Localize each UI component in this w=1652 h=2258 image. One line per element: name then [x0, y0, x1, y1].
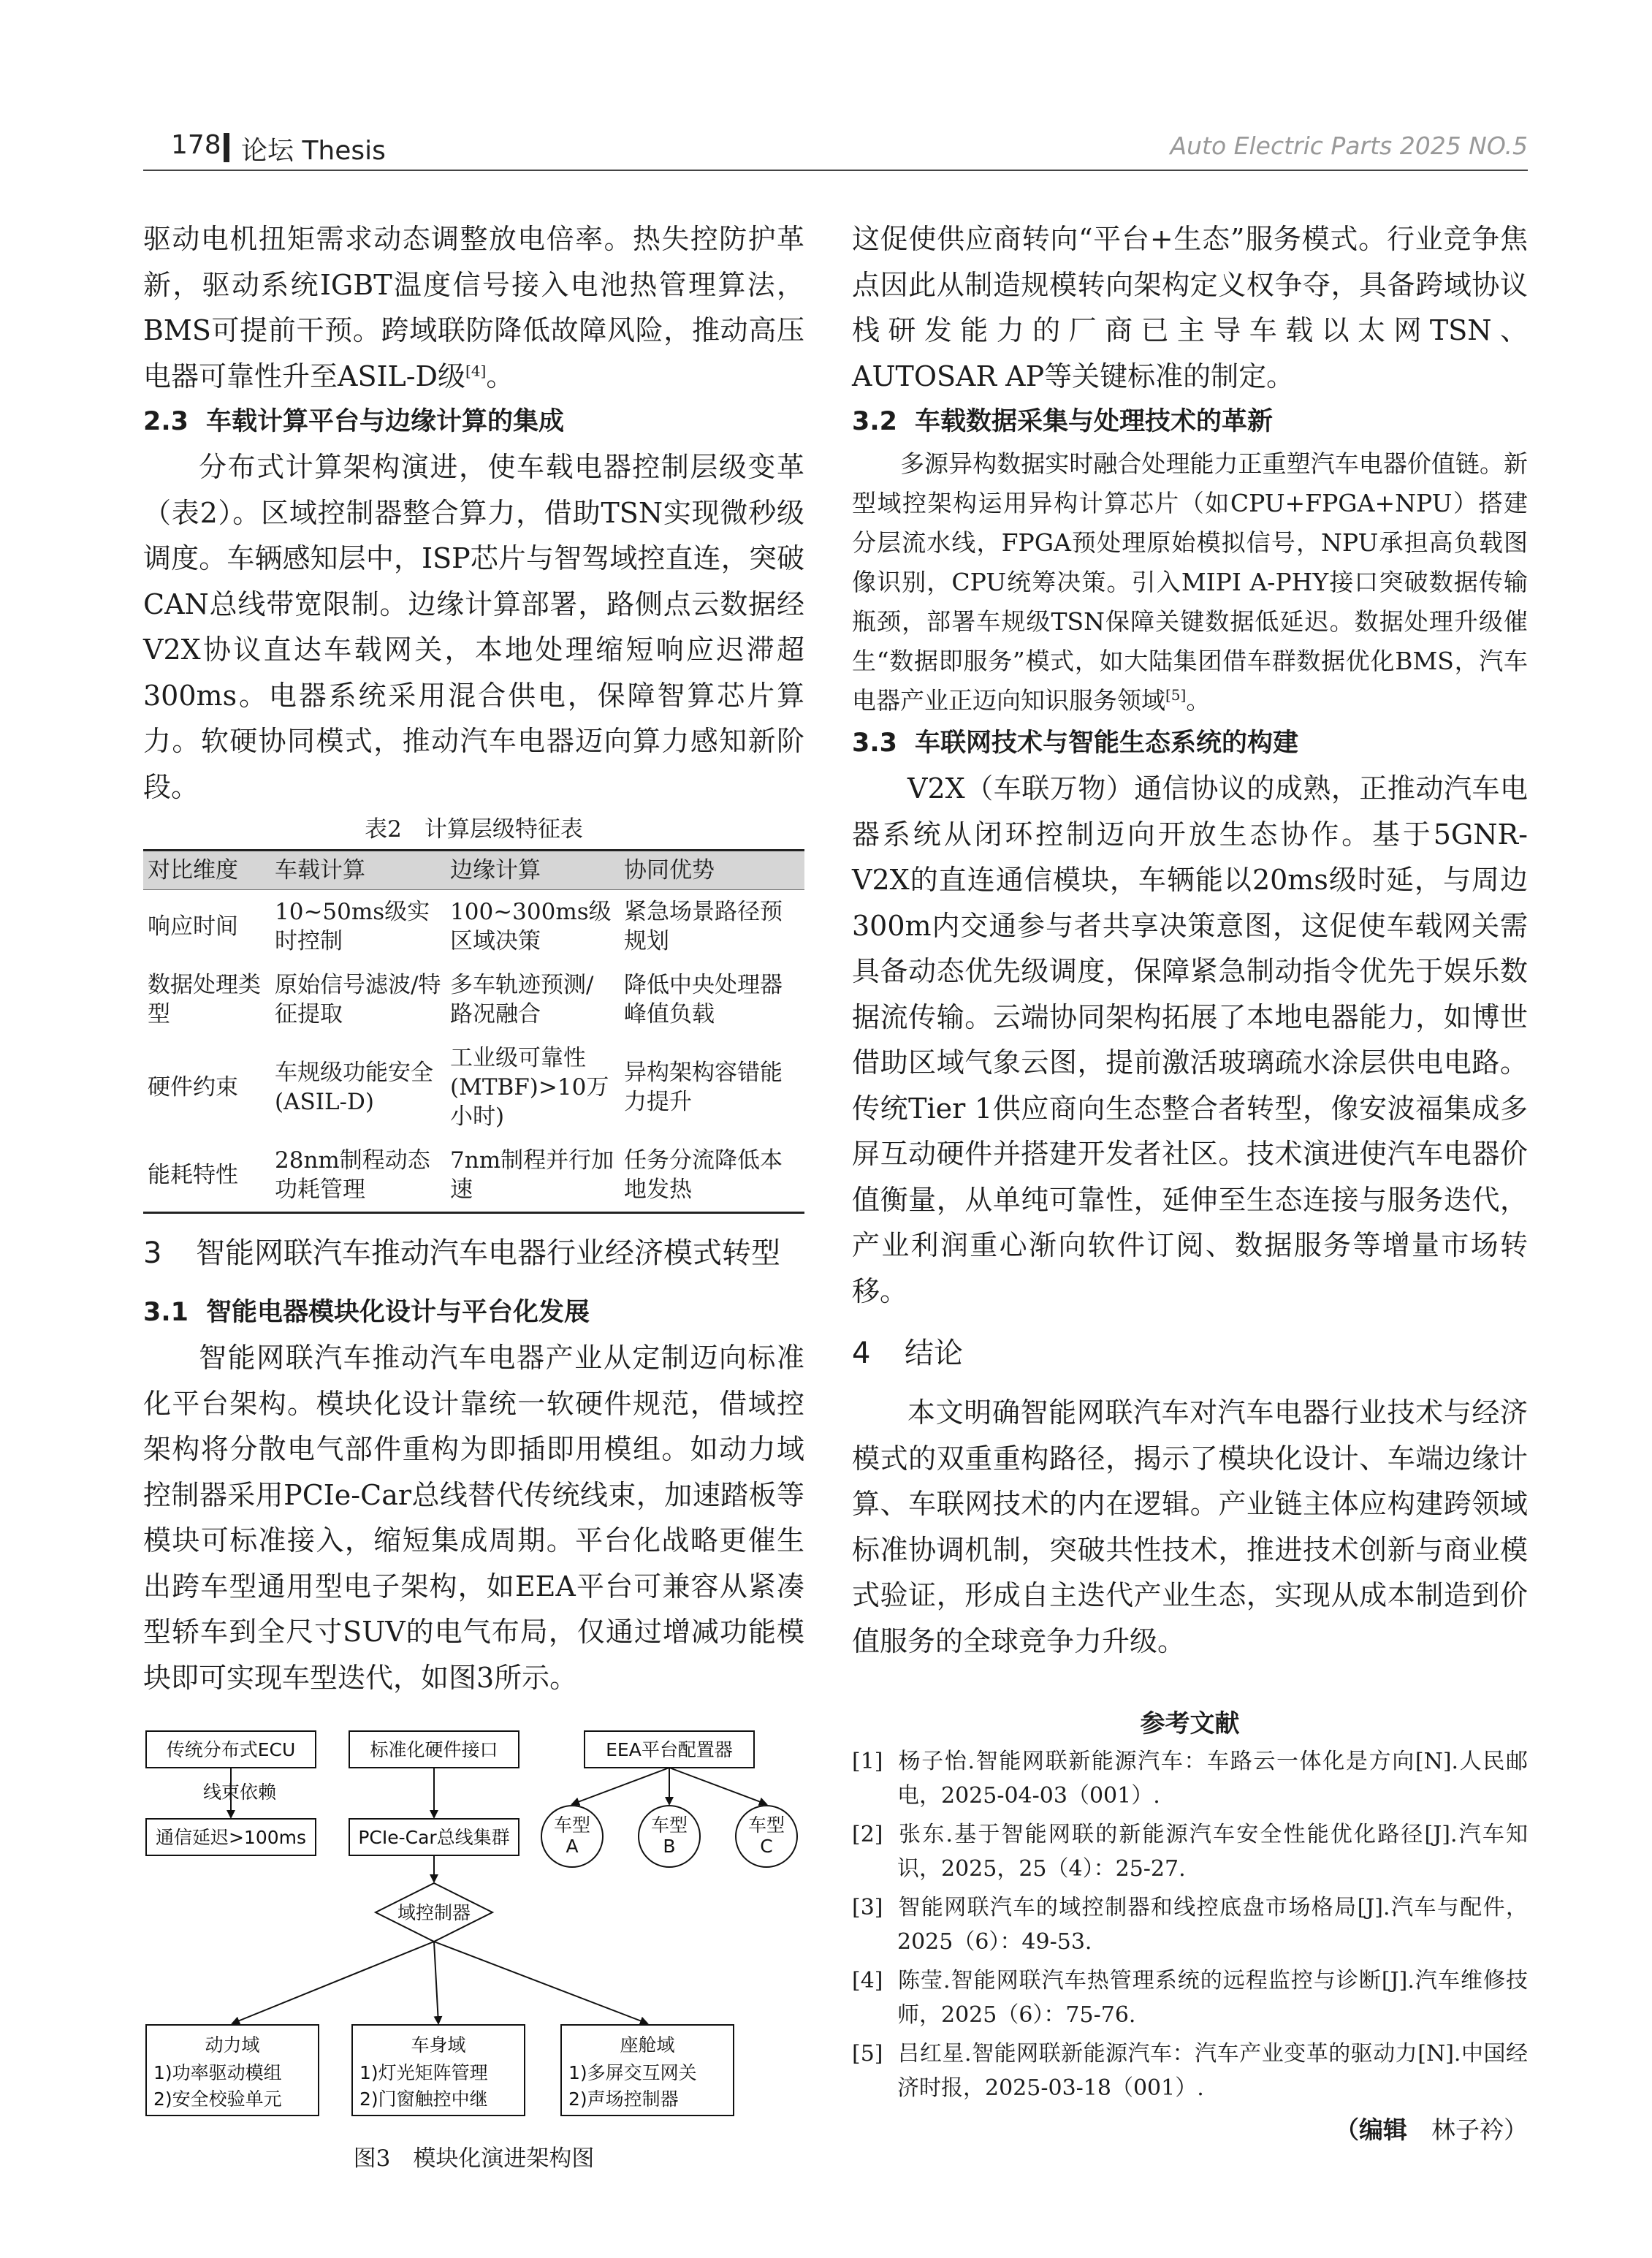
table-cell: 响应时间 — [148, 913, 238, 940]
ecu-label: 传统分布式ECU — [166, 1739, 296, 1760]
compute-level-table — [143, 849, 804, 1214]
delay-label: 通信延迟>100ms — [155, 1827, 307, 1848]
reference-number: [5] — [852, 2041, 883, 2067]
paragraph-conclusion: 本文明确智能网联汽车对汽车电器行业技术与经济模式的双重重构路径，揭示了模块化设计、车端边缘计算、车联网技术的内在逻辑。产业链主体应构建跨领域标准协调机制，突破共性技术，推进技术创新与商业模式验证，形成自主迭代产业生态，实现从成本制造到价值服务的全球竞争力升级。 — [852, 1396, 1528, 1657]
section-heading-3-3 — [852, 721, 1528, 766]
section-heading-3-2 — [852, 399, 1528, 444]
bus-label: PCIe-Car总线集群 — [358, 1827, 510, 1848]
table-cell: 28nm制程动态功耗管理 — [270, 1138, 446, 1213]
reference-text: 吕红星.智能网联新能源汽车：汽车产业变革的驱动力[N].中国经济时报，2025-03-18（001）. — [897, 2041, 1528, 2101]
table-header-cell: 车载计算 — [270, 851, 446, 890]
table-cell: 硬件约束 — [148, 1074, 238, 1101]
wiring-dependency-label: 线束依赖 — [202, 1782, 277, 1803]
reference-text: 陈莹.智能网联汽车热管理系统的远程监控与诊断[J].汽车维修技师，2025（6）：75-76. — [897, 1968, 1528, 2028]
cabin-domain-title: 座舱域 — [620, 2034, 675, 2056]
section-heading-4 — [852, 1330, 1528, 1377]
reference-item — [852, 1817, 1528, 1886]
table-cell: 7nm制程并行加速 — [446, 1138, 620, 1213]
reference-item — [852, 1744, 1528, 1813]
table-row — [143, 963, 804, 1036]
table-cell: 多车轨迹预测/路况融合 — [450, 972, 594, 1027]
header-rule — [143, 170, 1528, 171]
table-cell: 能耗特性 — [143, 1138, 270, 1213]
paragraph-3-2-end: 。 — [1186, 686, 1211, 715]
table-cell: 数据处理类型 — [148, 972, 261, 1027]
table-cell: 紧急场景路径预规划 — [624, 899, 783, 954]
table-header-cell: 协同优势 — [620, 851, 804, 890]
section-number: 2.3 — [143, 407, 189, 436]
table-row — [143, 1036, 804, 1138]
section-heading-3 — [143, 1230, 804, 1277]
table-cell: 车规级功能安全(ASIL-D) — [275, 1060, 433, 1115]
header-separator-bar — [224, 133, 229, 162]
reference-item — [852, 1890, 1528, 1959]
table-cell: 100~300ms级区域决策 — [450, 899, 612, 954]
reference-number: [4] — [852, 1968, 883, 1993]
table-row — [143, 1138, 804, 1213]
section-heading-2-3 — [143, 399, 804, 444]
paragraph-3-2-text: 多源异构数据实时融合处理能力正重塑汽车电器价值链。新型域控架构运用异构计算芯片（如CPU+FPGA+NPU）搭建分层流水线，FPGA预处理原始模拟信号，NPU承担高负载图像识别，CPU统筹决策。引入MIPI A-PHY接口突破数据传输瓶颈，部署车规级TSN保障关键数据低延迟。数据处理升级催生“数据即服务”模式，如大陆集团借车群数据优化BMS，汽车电器产业正迈向知识服务领域 — [852, 449, 1528, 715]
interface-label: 标准化硬件接口 — [370, 1739, 498, 1760]
section-title: 智能电器模块化设计与平台化发展 — [206, 1298, 590, 1327]
citation-4: [4] — [465, 361, 487, 379]
cabin-domain-line-1: 1)多屏交互网关 — [568, 2062, 697, 2083]
editor-label: （编辑 — [1335, 2116, 1407, 2144]
paragraph-intro-end: 。 — [486, 360, 514, 392]
car-b-label-1: 车型 — [650, 1814, 688, 1836]
editor-name: 林子衿） — [1431, 2116, 1528, 2144]
section-heading-3-1 — [143, 1290, 804, 1335]
power-domain-line-2: 2)安全校验单元 — [153, 2088, 282, 2110]
table-cell: 任务分流降低本地发热 — [620, 1138, 804, 1213]
journal-name: Auto Electric Parts 2025 NO.5 — [1170, 132, 1528, 160]
table-cell: 工业级可靠性(MTBF)>10万小时) — [450, 1045, 609, 1130]
reference-item — [852, 1964, 1528, 2032]
cabin-domain-line-2: 2)声场控制器 — [568, 2088, 679, 2110]
car-a-label-1: 车型 — [553, 1814, 591, 1836]
reference-number: [2] — [852, 1822, 883, 1847]
right-column — [852, 216, 1528, 2151]
body-domain-line-1: 1)灯光矩阵管理 — [359, 2062, 488, 2083]
table-header-cell: 边缘计算 — [446, 851, 620, 890]
section-number: 3.3 — [852, 729, 898, 758]
car-a-label-2: A — [566, 1836, 579, 1857]
paragraph-3-1: 智能网联汽车推动汽车电器产业从定制迈向标准化平台架构。模块化设计靠统一软硬件规范，借域控架构将分散电气部件重构为即插即用模组。如动力域控制器采用PCIe-Car总线替代传统线束，加速踏板等模块可标准接入，缩短集成周期。平台化战略更催生出跨车型通用型电子架构，如EEA平台可兼容从紧凑型轿车到全尺寸SUV的电气布局，仅通过增减功能模块即可实现车型迭代，如图3所示。 — [143, 1342, 804, 1694]
section-number: 3 — [143, 1236, 162, 1270]
page-number: 178 — [171, 130, 221, 160]
paragraph-2-3: 分布式计算架构演进，使车载电器控制层级变革（表2）。区域控制器整合算力，借助TSN实现微秒级调度。车辆感知层中，ISP芯片与智驾域控直连，突破CAN总线带宽限制。边缘计算部署，路侧点云数据经V2X协议直达车载网关，本地处理缩短响应迟滞超300ms。电器系统采用混合供电，保障智算芯片算力。软硬协同模式，推动汽车电器迈向算力感知新阶段。 — [143, 451, 804, 803]
table-header-row — [143, 851, 804, 890]
paragraph-continued: 这促使供应商转向“平台+生态”服务模式。行业竞争焦点因此从制造规模转向架构定义权争夺，具备跨域协议栈研发能力的厂商已主导车载以太网TSN、AUTOSAR AP等关键标准的制定。 — [852, 223, 1528, 392]
table-cell: 10~50ms级实时控制 — [275, 899, 430, 954]
section-title: 车载数据采集与处理技术的革新 — [915, 407, 1274, 436]
left-column — [143, 216, 804, 2175]
car-c-label-2: C — [760, 1836, 773, 1857]
reference-item — [852, 2037, 1528, 2105]
reference-text: 智能网联汽车的域控制器和线控底盘市场格局[J].汽车与配件，2025（6）：49-53. — [897, 1895, 1528, 1955]
citation-5: [5] — [1165, 686, 1187, 704]
table-cell: 原始信号滤波/特征提取 — [275, 972, 441, 1027]
table-row — [143, 890, 804, 964]
section-title: 结论 — [905, 1337, 963, 1370]
section-label: 论坛 Thesis — [241, 136, 386, 166]
section-number: 4 — [852, 1337, 871, 1370]
table-caption: 表2 计算层级特征表 — [365, 816, 583, 843]
section-title: 智能网联汽车推动汽车电器行业经济模式转型 — [196, 1236, 780, 1270]
figure-3-diagram — [143, 1721, 804, 2137]
reference-number: [3] — [852, 1895, 883, 1920]
table-header-cell: 对比维度 — [143, 851, 270, 890]
references-title: 参考文献 — [1140, 1709, 1240, 1738]
reference-text: 杨子怡.智能网联新能源汽车：车路云一体化是方向[N].人民邮电，2025-04-03（001）. — [897, 1749, 1528, 1809]
power-domain-title: 动力域 — [205, 2034, 260, 2056]
table-cell: 异构架构容错能力提升 — [624, 1060, 783, 1115]
architecture-diagram — [143, 1721, 804, 2137]
reference-number: [1] — [852, 1749, 883, 1774]
reference-text: 张东.基于智能网联的新能源汽车安全性能优化路径[J].汽车知识，2025，25（4）：25-27. — [897, 1822, 1528, 1882]
section-number: 3.1 — [143, 1298, 189, 1327]
paragraph-3-3: V2X（车联万物）通信协议的成熟，正推动汽车电器系统从闭环控制迈向开放生态协作。基于5GNR-V2X的直连通信模块，车辆能以20ms级时延，与周边300m内交通参与者共享决策意图，这促使车载网关需具备动态优先级调度，保障紧急制动指令优先于娱乐数据流传输。云端协同架构拓展了本地电器能力，如博世借助区域气象云图，提前激活玻璃疏水涂层供电电路。传统Tier 1供应商向生态整合者转型，像安波福集成多屏互动硬件并搭建开发者社区。技术演进使汽车电器价值衡量，从单纯可靠性，延伸至生态连接与服务迭代，产业利润重心渐向软件订阅、数据服务等增量市场转移。 — [852, 772, 1528, 1307]
section-number: 3.2 — [852, 407, 898, 436]
paragraph-3-2 — [852, 444, 1528, 721]
body-domain-line-2: 2)门窗触控中继 — [359, 2088, 488, 2110]
section-title: 车联网技术与智能生态系统的构建 — [915, 729, 1299, 758]
power-domain-line-1: 1)功率驱动模组 — [153, 2062, 282, 2083]
table-cell: 降低中央处理器峰值负载 — [624, 972, 783, 1027]
body-domain-title: 车身域 — [411, 2034, 466, 2056]
editor-credit — [852, 2110, 1528, 2151]
section-title: 车载计算平台与边缘计算的集成 — [206, 407, 565, 436]
car-c-label-1: 车型 — [747, 1814, 785, 1836]
figure-caption: 图3 模块化演进架构图 — [353, 2145, 595, 2172]
car-b-label-2: B — [663, 1836, 676, 1857]
domain-controller-label: 域控制器 — [397, 1902, 471, 1923]
paragraph-intro — [143, 216, 804, 399]
paragraph-intro-text: 驱动电机扭矩需求动态调整放电倍率。热失控防护革新，驱动系统IGBT温度信号接入电池热管理算法，BMS可提前干预。跨域联防降低故障风险，推动高压电器可靠性升至ASIL-D级 — [143, 223, 804, 392]
eea-label: EEA平台配置器 — [606, 1739, 733, 1760]
